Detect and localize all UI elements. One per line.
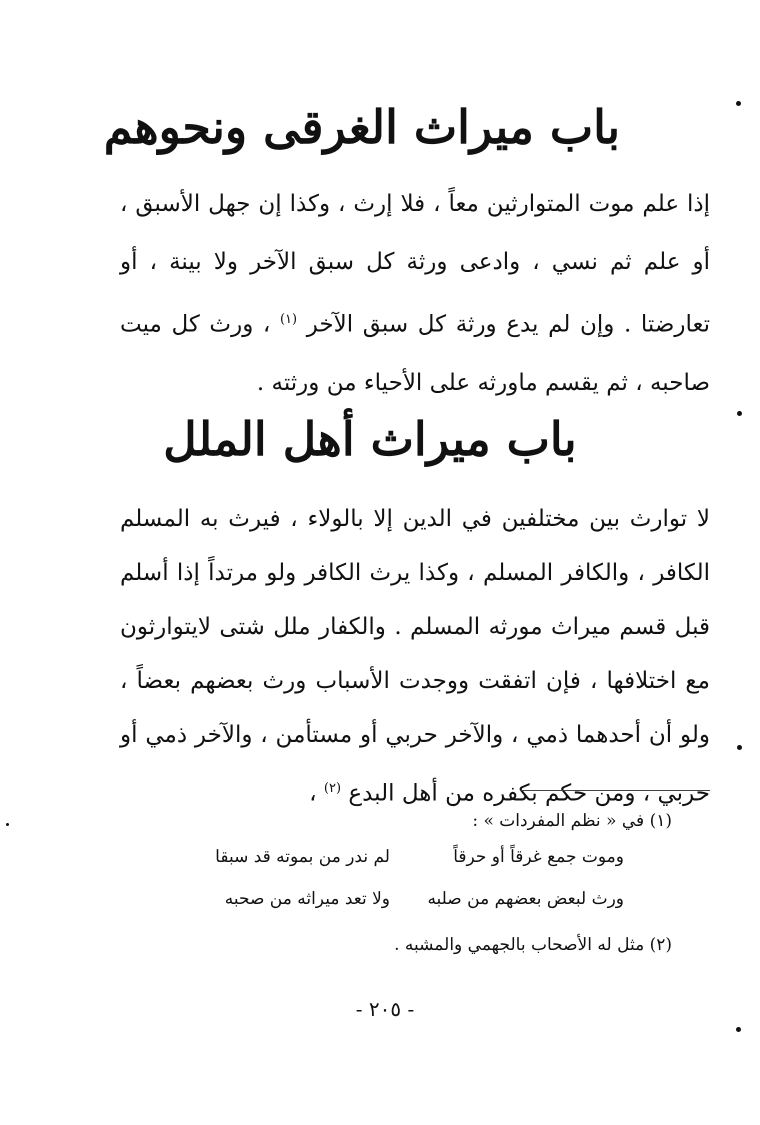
margin-mark — [736, 1027, 741, 1032]
section-title-religions-inheritance: باب ميراث أهل الملل — [163, 412, 577, 466]
footnote-verse-1-first-hemistich: وموت جمع غرقاً أو حرقاً — [453, 847, 624, 867]
margin-mark — [6, 823, 9, 826]
section-body-religions-inheritance — [120, 492, 710, 821]
footnote-ref-1: (١) — [279, 312, 298, 327]
body-text-end: ، — [309, 780, 317, 807]
margin-mark — [737, 411, 742, 416]
body-text-continued: ، ورث كل ميت صاحبه ، ثم يقسم ماورثه على الأحياء من ورثته . — [120, 311, 710, 396]
footnote-verse-2-second-hemistich: ولا تعد ميراثه من صحبه — [224, 889, 390, 909]
footnote-2: (٢) مثل له الأصحاب بالجهمي والمشبه . — [394, 935, 672, 955]
section-body-drowned-inheritance — [120, 175, 710, 412]
footnote-verse-1-second-hemistich: لم ندر من بموته قد سبقا — [215, 847, 390, 867]
footnote-ref-2: (٢) — [323, 781, 342, 796]
page-number: - ٢٠٥ - — [355, 997, 415, 1021]
body-text: إذا علم موت المتوارثين معاً ، فلا إرث ، وكذا إن جهل الأسبق ، أو علم ثم نسي ، وادعى ورثة كل سبق الآخر ولا بينة ، أو تعارضتا . وإن لم يدع ورثة كل سبق الآخر — [120, 191, 711, 338]
footnote-verse-2-first-hemistich: ورث لبعض بعضهم من صلبه — [427, 889, 624, 909]
section-title-drowned-inheritance: باب ميراث الغرقى ونحوهم — [103, 100, 620, 154]
body-text: لا توارث بين مختلفين في الدين إلا بالولاء ، فيرث به المسلم الكافر ، والكافر المسلم ، وكذا يرث الكافر ولو مرتداً إذا أسلم قبل قسم ميراث مورثه المسلم . والكفار ملل شتى لايتوارثون مع اختلافها ، فإن اتفقت ووجدت الأسباب ورث بعضهم بعضاً ، ولو أن أحدهما ذمي ، والآخر حربي أو مستأمن ، والآخر ذمي أو حربي ، ومن حكم بكفره من أهل البدع — [120, 506, 710, 807]
footnote-1-intro: (١) في « نظم المفردات » : — [472, 811, 672, 831]
footnote-divider — [520, 790, 710, 791]
margin-mark — [737, 745, 742, 750]
margin-mark — [736, 101, 741, 106]
